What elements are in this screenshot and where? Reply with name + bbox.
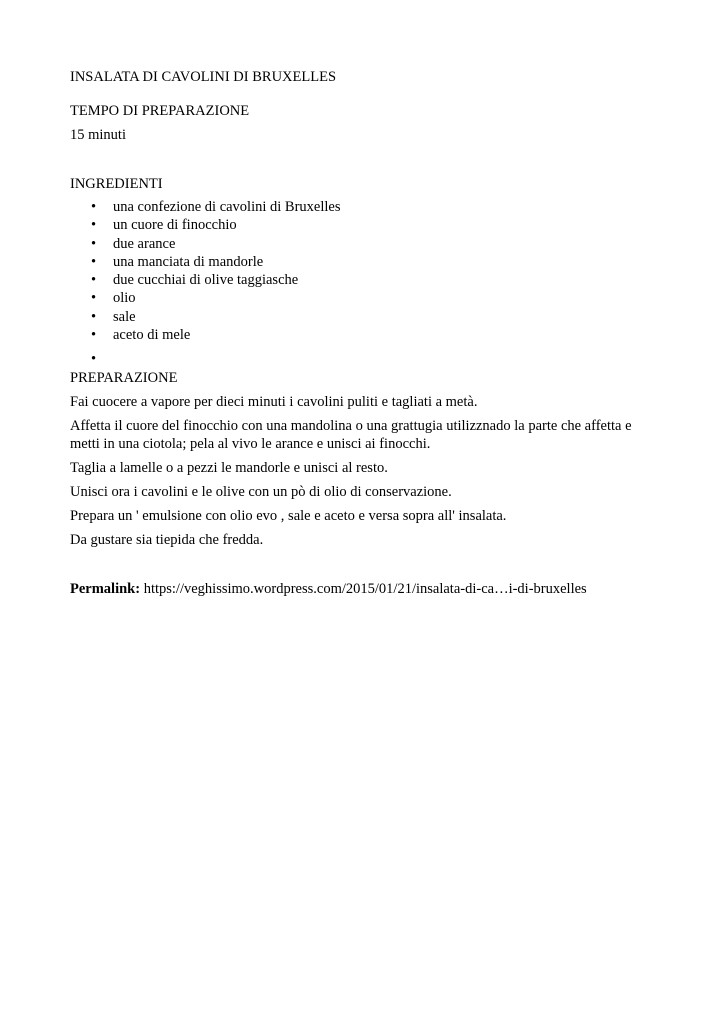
preparation-step: Taglia a lamelle o a pezzi le mandorle e unisci al resto. [70, 459, 388, 476]
preparation-step: Affetta il cuore del finocchio con una mandolina o una grattugia utilizznado la parte che affetta e metti in una ciotola; pela al vivo le arance e unisci ai finocchi. [70, 417, 632, 452]
ingredient-item: • due arance [91, 235, 660, 253]
ingredient-item: • un cuore di finocchio [91, 216, 660, 234]
preparation-step: Fai cuocere a vapore per dieci minuti i cavolini puliti e tagliati a metà. [70, 393, 478, 410]
ingredient-item: • due cucchiai di olive taggiasche [91, 271, 660, 289]
ingredient-item: • una manciata di mandorle [91, 253, 660, 271]
permalink-label: Permalink: [70, 580, 141, 597]
document-page [70, 68, 660, 598]
permalink-url[interactable]: https://veghissimo.wordpress.com/2015/01/21/insalata-di-ca…i-di-bruxelles [143, 580, 587, 597]
recipe-title: INSALATA DI CAVOLINI DI BRUXELLES [70, 69, 337, 85]
preparation-step: Da gustare sia tiepida che fredda. [70, 531, 264, 548]
ingredients-list [70, 198, 660, 369]
prep-time-value: 15 minuti [70, 127, 126, 143]
preparation-step: Prepara un ' emulsione con olio evo , sale e aceto e versa sopra all' insalata. [70, 507, 507, 524]
permalink-line [70, 580, 660, 598]
preparation-step: Unisci ora i cavolini e le olive con un pò di olio di conservazione. [70, 483, 452, 500]
ingredient-item: • sale [91, 308, 660, 326]
ingredient-item-empty [91, 350, 660, 368]
ingredients-heading: INGREDIENTI [70, 176, 163, 192]
ingredient-item: • olio [91, 289, 660, 307]
preparation-heading: PREPARAZIONE [70, 369, 178, 386]
prep-time-heading: TEMPO DI PREPARAZIONE [70, 103, 250, 119]
ingredient-item: • una confezione di cavolini di Bruxelles [91, 198, 660, 216]
ingredient-item: • aceto di mele [91, 326, 660, 344]
